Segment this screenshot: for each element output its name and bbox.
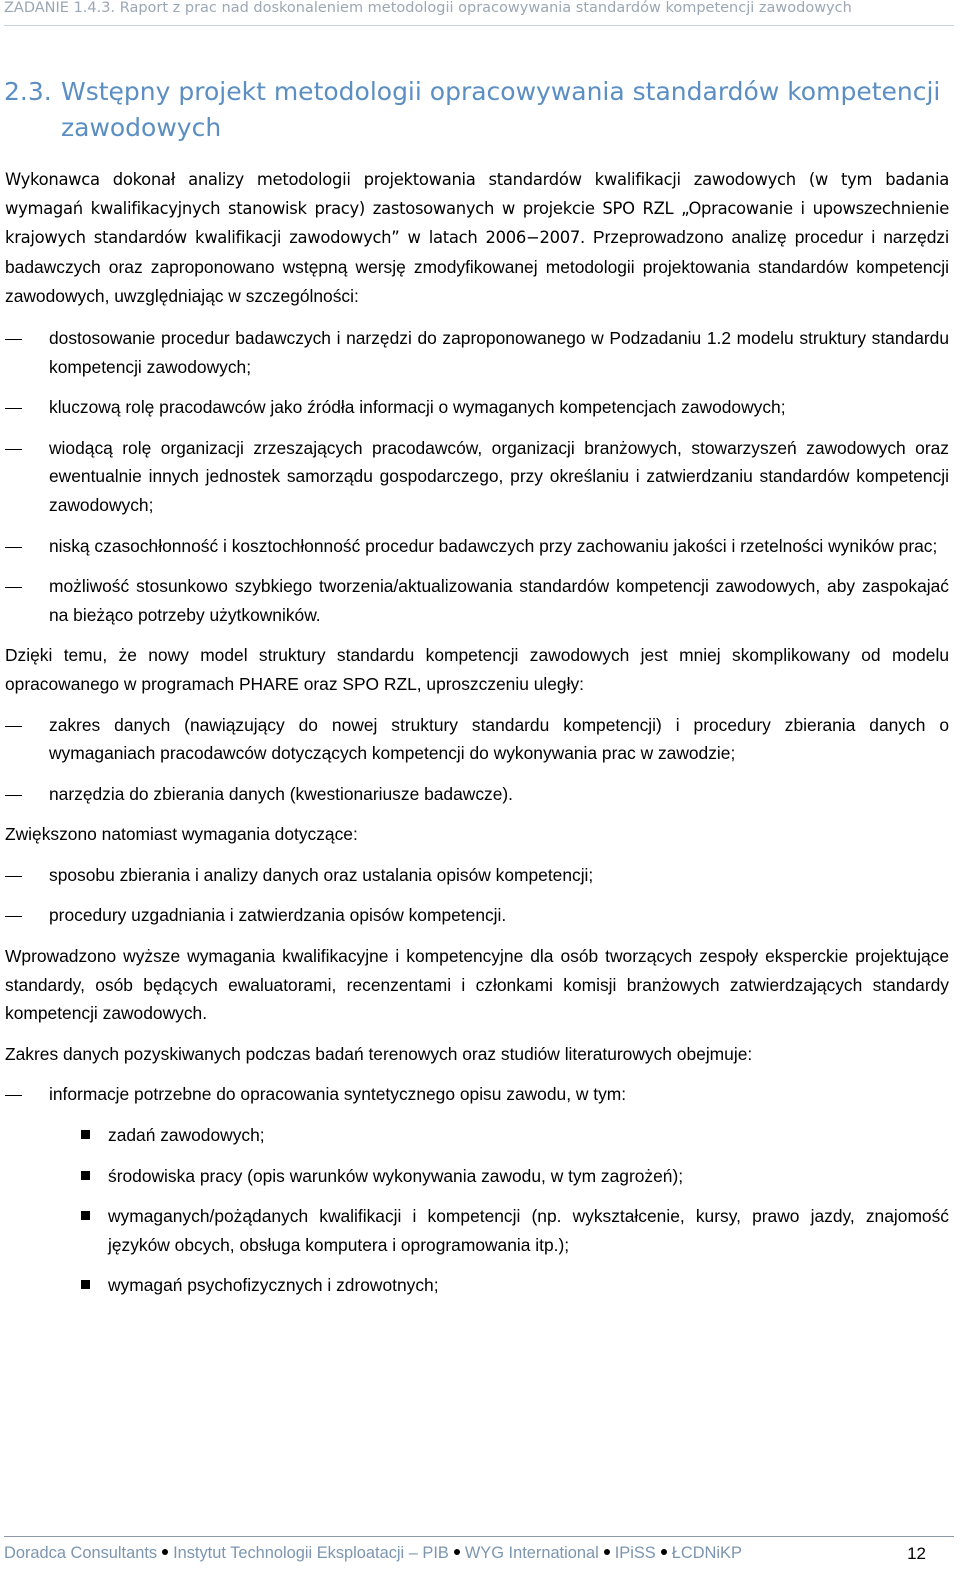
intro-paragraph — [5, 166, 949, 312]
list-item: zakres danych (nawiązujący do nowej struktury standardu kompetencji) i procedury zbierania danych o wymaganiach pracodawców dotyczących kompetencji do wykonywania prac w zawodzie; — [5, 711, 949, 768]
simplification-paragraph: Dzięki temu, że nowy model struktury standardu kompetencji zawodowych jest mniej skomplikowany od modelu opracowanego w programach PHARE oraz SPO RZL, uproszczeniu uległy: — [5, 645, 949, 694]
sublist-item: wymaganych/pożądanych kwalifikacji i kompetencji (np. wykształcenie, kursy, prawo jazdy, znajomość języków obcych, obsługa komputera i oprogramowania itp.); — [5, 1202, 949, 1259]
sublist-item: wymagań psychofizycznych i zdrowotnych; — [5, 1271, 949, 1300]
footer-divider — [4, 1536, 954, 1537]
square-bullet-icon — [81, 1171, 90, 1180]
footer-partner: Doradca Consultants — [4, 1544, 158, 1562]
list-item: możliwość stosunkowo szybkiego tworzenia/aktualizowania standardów kompetencji zawodowych, aby zaspokajać na bieżąco potrzeby użytkowników. — [5, 572, 949, 629]
square-bullet-icon — [81, 1211, 90, 1220]
dash-bullet-icon — [5, 795, 22, 796]
bullet-dot-icon — [604, 1549, 610, 1555]
list-item: wiodącą rolę organizacji zrzeszających pracodawców, organizacji branżowych, stowarzyszeń zawodowych oraz ewentualnie innych jednostek samorządu gospodarczego, przy określaniu i zatwierdzaniu standardów kompetencji zawodowych; — [5, 434, 949, 520]
bullet-dot-icon — [162, 1549, 168, 1555]
dash-bullet-icon — [5, 916, 22, 917]
footer-partner: Instytut Technologii Eksploatacji – PIB — [173, 1544, 449, 1562]
sublist-item: środowiska pracy (opis warunków wykonywania zawodu, w tym zagrożeń); — [5, 1162, 949, 1191]
dash-bullet-icon — [5, 587, 22, 588]
list-item: niską czasochłonność i kosztochłonność procedur badawczych przy zachowaniu jakości i rzetelności wyników prac; — [5, 532, 949, 561]
square-bullet-icon — [81, 1280, 90, 1289]
dash-bullet-icon — [5, 408, 22, 409]
header-divider — [4, 25, 954, 26]
list-item: narzędzia do zbierania danych (kwestionariusze badawcze). — [5, 780, 949, 809]
footer-partner: WYG International — [464, 1544, 599, 1562]
section-title-line1: Wstępny projekt metodologii opracowywania standardów kompetencji — [61, 77, 941, 106]
document-body — [5, 166, 949, 1312]
dash-bullet-icon — [5, 449, 22, 450]
qualification-paragraph: Wprowadzono wyższe wymagania kwalifikacyjne i kompetencyjne dla osób tworzących zespoły eksperckie projektujące standardy, osób będących ewaluatorami, recenzentami i członkami komisji branżowych zatwierdzających standardy kompetencji zawodowych. — [5, 946, 949, 1024]
section-title — [4, 74, 944, 146]
dash-bullet-icon — [5, 876, 22, 877]
requirements-list — [5, 324, 949, 629]
increased-requirements-paragraph: Zwiększono natomiast wymagania dotyczące: — [5, 824, 358, 845]
square-bullet-icon — [81, 1130, 90, 1139]
dash-bullet-icon — [5, 339, 22, 340]
bullet-dot-icon — [454, 1549, 460, 1555]
sublist-item: zadań zawodowych; — [5, 1121, 949, 1150]
intro-sentence-1: Wykonawca dokonał analizy metodologii projektowania standardów kwalifikacji zawodowych (w tym badania wymagań kwalifikacyjnych stanowisk pracy) zastosowanych w projekcie SPO RZL „Opracowanie i upowszechnienie krajowych standardów kwalifikacji zawodowych” w latach 2006−2007. — [5, 170, 949, 248]
simplified-list — [5, 711, 949, 809]
list-item: dostosowanie procedur badawczych i narzędzi do zaproponowanego w Podzadaniu 1.2 modelu struktury standardu kompetencji zawodowych; — [5, 324, 949, 381]
list-item: procedury uzgadniania i zatwierdzania opisów kompetencji. — [5, 901, 949, 930]
list-item: sposobu zbierania i analizy danych oraz ustalania opisów kompetencji; — [5, 861, 949, 890]
list-item: kluczową rolę pracodawców jako źródła informacji o wymaganych kompetencjach zawodowych; — [5, 393, 949, 422]
list-item: informacje potrzebne do opracowania syntetycznego opisu zawodu, w tym: — [5, 1080, 949, 1109]
page-number: 12 — [907, 1544, 926, 1563]
dash-bullet-icon — [5, 726, 22, 727]
dash-bullet-icon — [5, 547, 22, 548]
footer-partner: ŁCDNiKP — [671, 1544, 742, 1562]
increased-requirements-list — [5, 861, 949, 930]
section-number: 2.3. — [4, 77, 52, 106]
section-title-line2: zawodowych — [61, 113, 222, 142]
bullet-dot-icon — [661, 1549, 667, 1555]
footer-partner: IPiSS — [614, 1544, 656, 1562]
data-scope-sublist — [5, 1121, 949, 1300]
data-scope-paragraph: Zakres danych pozyskiwanych podczas badań terenowych oraz studiów literaturowych obejmuje: — [5, 1043, 753, 1064]
running-header: ZADANIE 1.4.3. Raport z prac nad doskonaleniem metodologii opracowywania standardów kompetencji zawodowych — [4, 0, 852, 16]
footer — [4, 1544, 954, 1570]
data-scope-list — [5, 1080, 949, 1109]
intro-sentence-2: Przeprowadzono analizę procedur i narzędzi badawczych oraz zaproponowano wstępną wersję zmodyfikowanej metodologii projektowania standardów kompetencji zawodowych, uwzględniając w szczególności: — [5, 227, 949, 307]
dash-bullet-icon — [5, 1095, 22, 1096]
